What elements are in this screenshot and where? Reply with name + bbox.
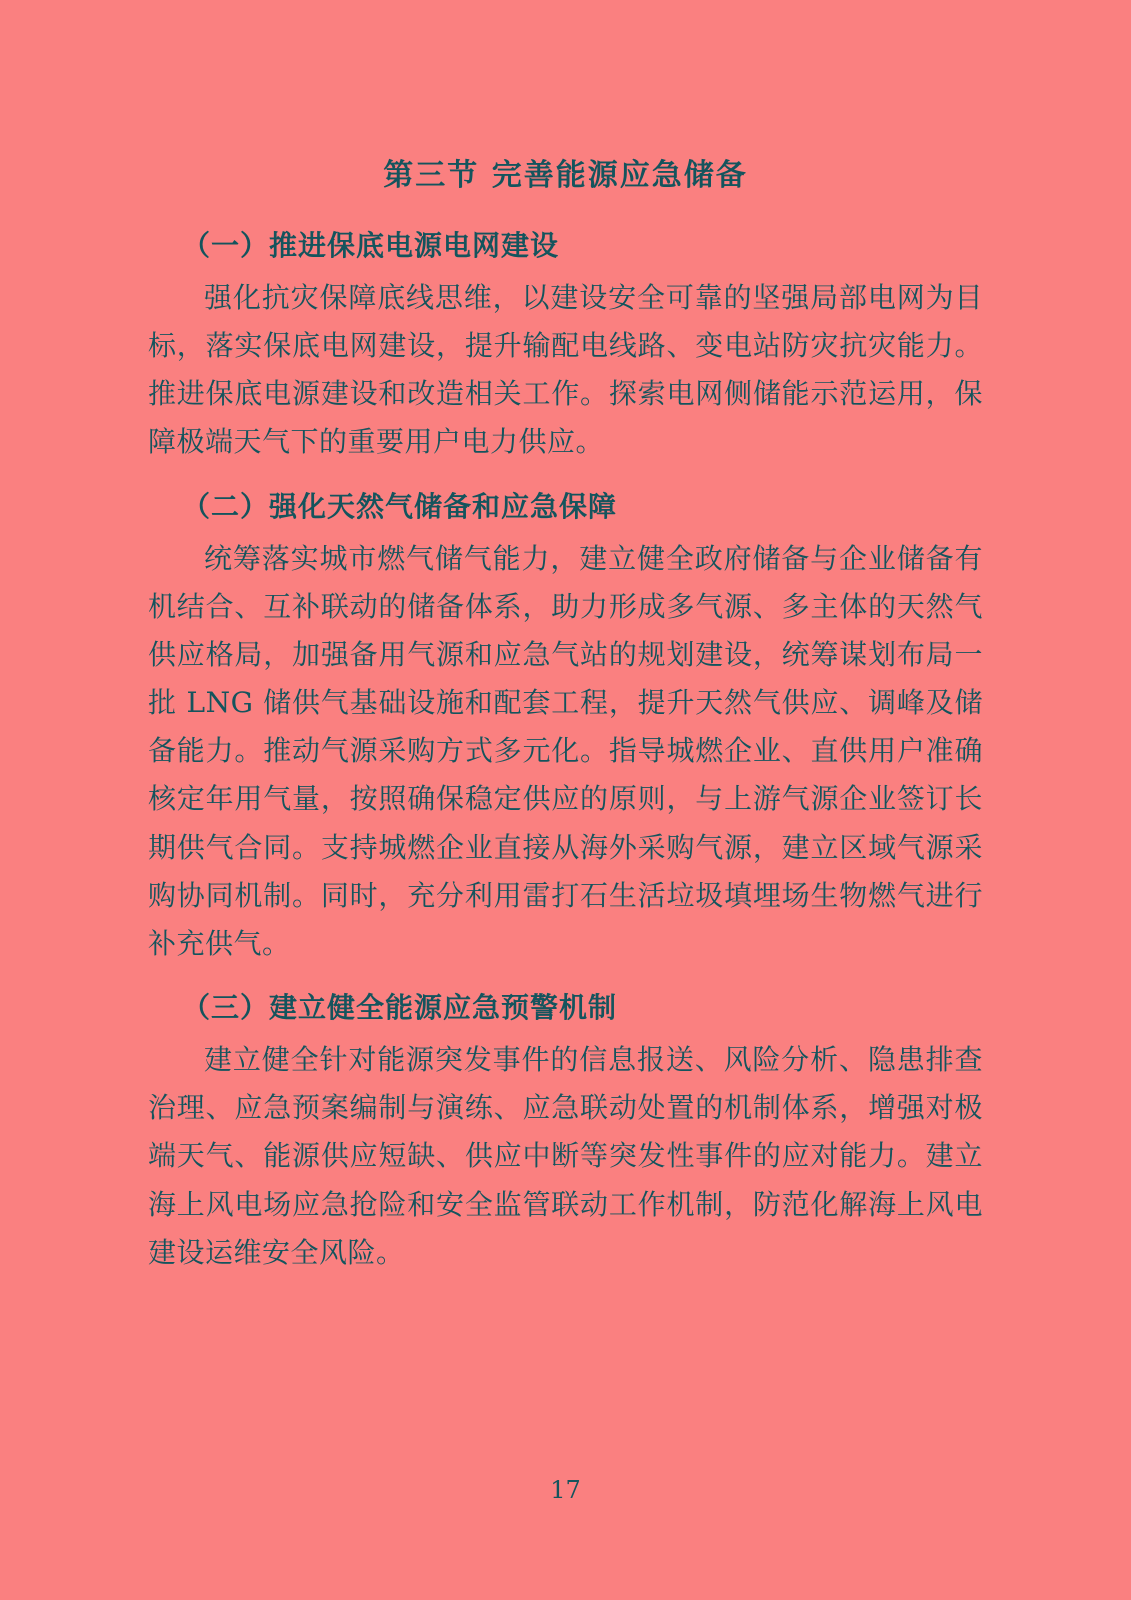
- page-number: 17: [550, 1476, 581, 1504]
- page-title: 第三节 完善能源应急储备: [383, 158, 748, 193]
- section-heading-2: （二）强化天然气储备和应急保障: [182, 489, 618, 523]
- section-paragraph-1: 强化抗灾保障底线思维，以建设安全可靠的坚强局部电网为目标，落实保底电网建设，提升输配电线路、变电站防灾抗灾能力。推进保底电源建设和改造相关工作。探索电网侧储能示范运用，保障极端天气下的重要用户电力供应。: [148, 281, 983, 459]
- section-paragraph-2: 统筹落实城市燃气储气能力，建立健全政府储备与企业储备有机结合、互补联动的储备体系，助力形成多气源、多主体的天然气供应格局，加强备用气源和应急气站的规划建设，统筹谋划布局一批 LNG 储供气基础设施和配套工程，提升天然气供应、调峰及储备能力。推动气源采购方式多元化。指导城燃企业、直供用户准确核定年用气量，按照确保稳定供应的原则，与上游气源企业签订长期供气合同。支持城燃企业直接从海外采购气源，建立区域气源采购协同机制。同时，充分利用雷打石生活垃圾填埋场生物燃气进行补充供气。: [148, 541, 983, 960]
- section-heading-1: （一）推进保底电源电网建设: [182, 229, 560, 262]
- section-paragraph-3: 建立健全针对能源突发事件的信息报送、风险分析、隐患排查治理、应急预案编制与演练、应急联动处置的机制体系，增强对极端天气、能源供应短缺、供应中断等突发性事件的应对能力。建立海上风电场应急抢险和安全监管联动工作机制，防范化解海上风电建设运维安全风险。: [148, 1043, 983, 1269]
- section-heading-3: （三）建立健全能源应急预警机制: [182, 991, 618, 1025]
